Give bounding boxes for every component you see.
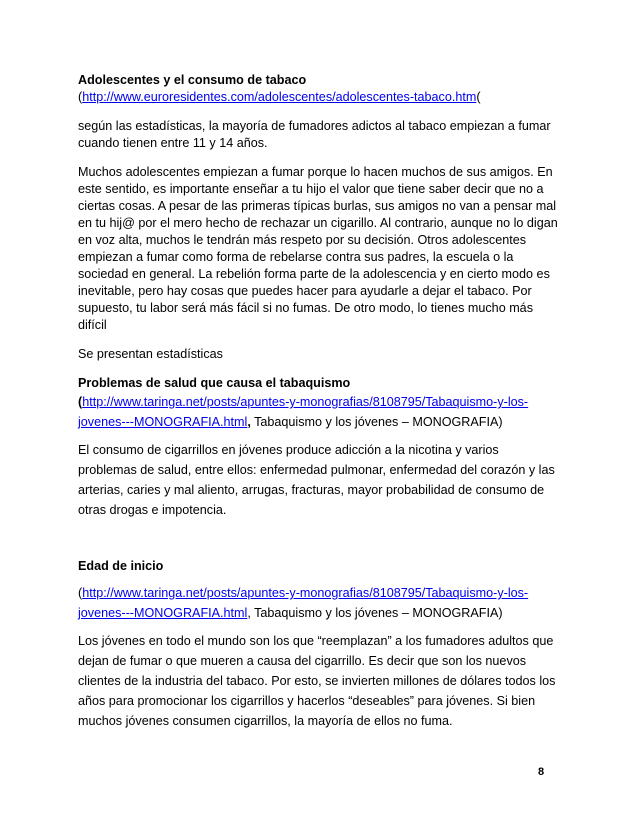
source-separator: , [247,415,251,429]
section-heading: Adolescentes y el consumo de tabaco [78,73,307,87]
source-link[interactable]: http://www.taringa.net/posts/apuntes-y-monografias/8108795/Tabaquismo-y-los-jovenes---MONOGRAFIA.html [78,586,529,620]
page-number: 8 [538,766,545,778]
source-citation [78,89,558,106]
paragraph: El consumo de cigarrillos en jóvenes produce adicción a la nicotina y varios problemas de salud, entre ellos: enfermedad pulmonar, enfermedad del corazón y las arterias, caries y mal aliento, arrugas, fracturas, mayor probabilidad de consumo de otras drogas e impotencia. [78,443,555,517]
source-open: ( [78,586,83,600]
source-citation [78,583,558,623]
source-citation [78,392,558,432]
source-open: ( [78,395,83,409]
source-title: Tabaquismo y los jóvenes – MONOGRAFIA) [250,415,503,429]
section-adolescentes [78,72,558,363]
paragraph: Los jóvenes en todo el mundo son los que “reemplazan” a los fumadores adultos que dejan de fumar o que mueren a causa del cigarrillo. Es decir que son los nuevos clientes de la industria del tabaco. Por esto, se invierten millones de dólares todos los años para promocionar los cigarrillos y hacerlos “deseables” para jóvenes. Si bien muchos jóvenes consumen cigarrillos, la mayoría de ellos no fuma. [78,634,556,728]
section-heading: Edad de inicio [78,559,164,573]
paragraph: Se presentan estadísticas [78,347,223,361]
source-close: ( [476,90,481,104]
source-open: ( [78,90,83,104]
source-link[interactable]: http://www.taringa.net/posts/apuntes-y-monografias/8108795/Tabaquismo-y-los-jovenes---MONOGRAFIA.html [78,395,529,429]
source-title: , Tabaquismo y los jóvenes – MONOGRAFIA) [247,606,503,620]
paragraph: según las estadísticas, la mayoría de fumadores adictos al tabaco empiezan a fumar cuando tienen entre 11 y 14 años. [78,119,551,150]
paragraph: Muchos adolescentes empiezan a fumar porque lo hacen muchos de sus amigos. En este sentido, es importante enseñar a tu hijo el valor que tiene saber decir que no a ciertas cosas. A pesar de las primeras típicas burlas, sus amigos no van a pensar mal en tu hij@ por el mero hecho de rechazar un cigarillo. Al contrario, aunque no lo digan en voz alta, muchos le tendrán más respeto por su decisión. Otros adolescentes empiezan a fumar como forma de rebelarse contra sus padres, la escuela o la sociedad en general. La rebelión forma parte de la adolescencia y en cierto modo es inevitable, pero hay cosas que puedes hacer para ayudarle a dejar el tabaco. Por supuesto, tu labor será más fácil si no fumas. De otro modo, lo tienes mucho más difícil [78,165,558,332]
document-page [78,72,558,731]
section-problemas-salud [78,375,558,520]
section-heading: Problemas de salud que causa el tabaquismo [78,376,351,390]
section-edad-inicio [78,558,558,731]
source-link[interactable]: http://www.euroresidentes.com/adolescentes/adolescentes-tabaco.htm [82,90,477,104]
